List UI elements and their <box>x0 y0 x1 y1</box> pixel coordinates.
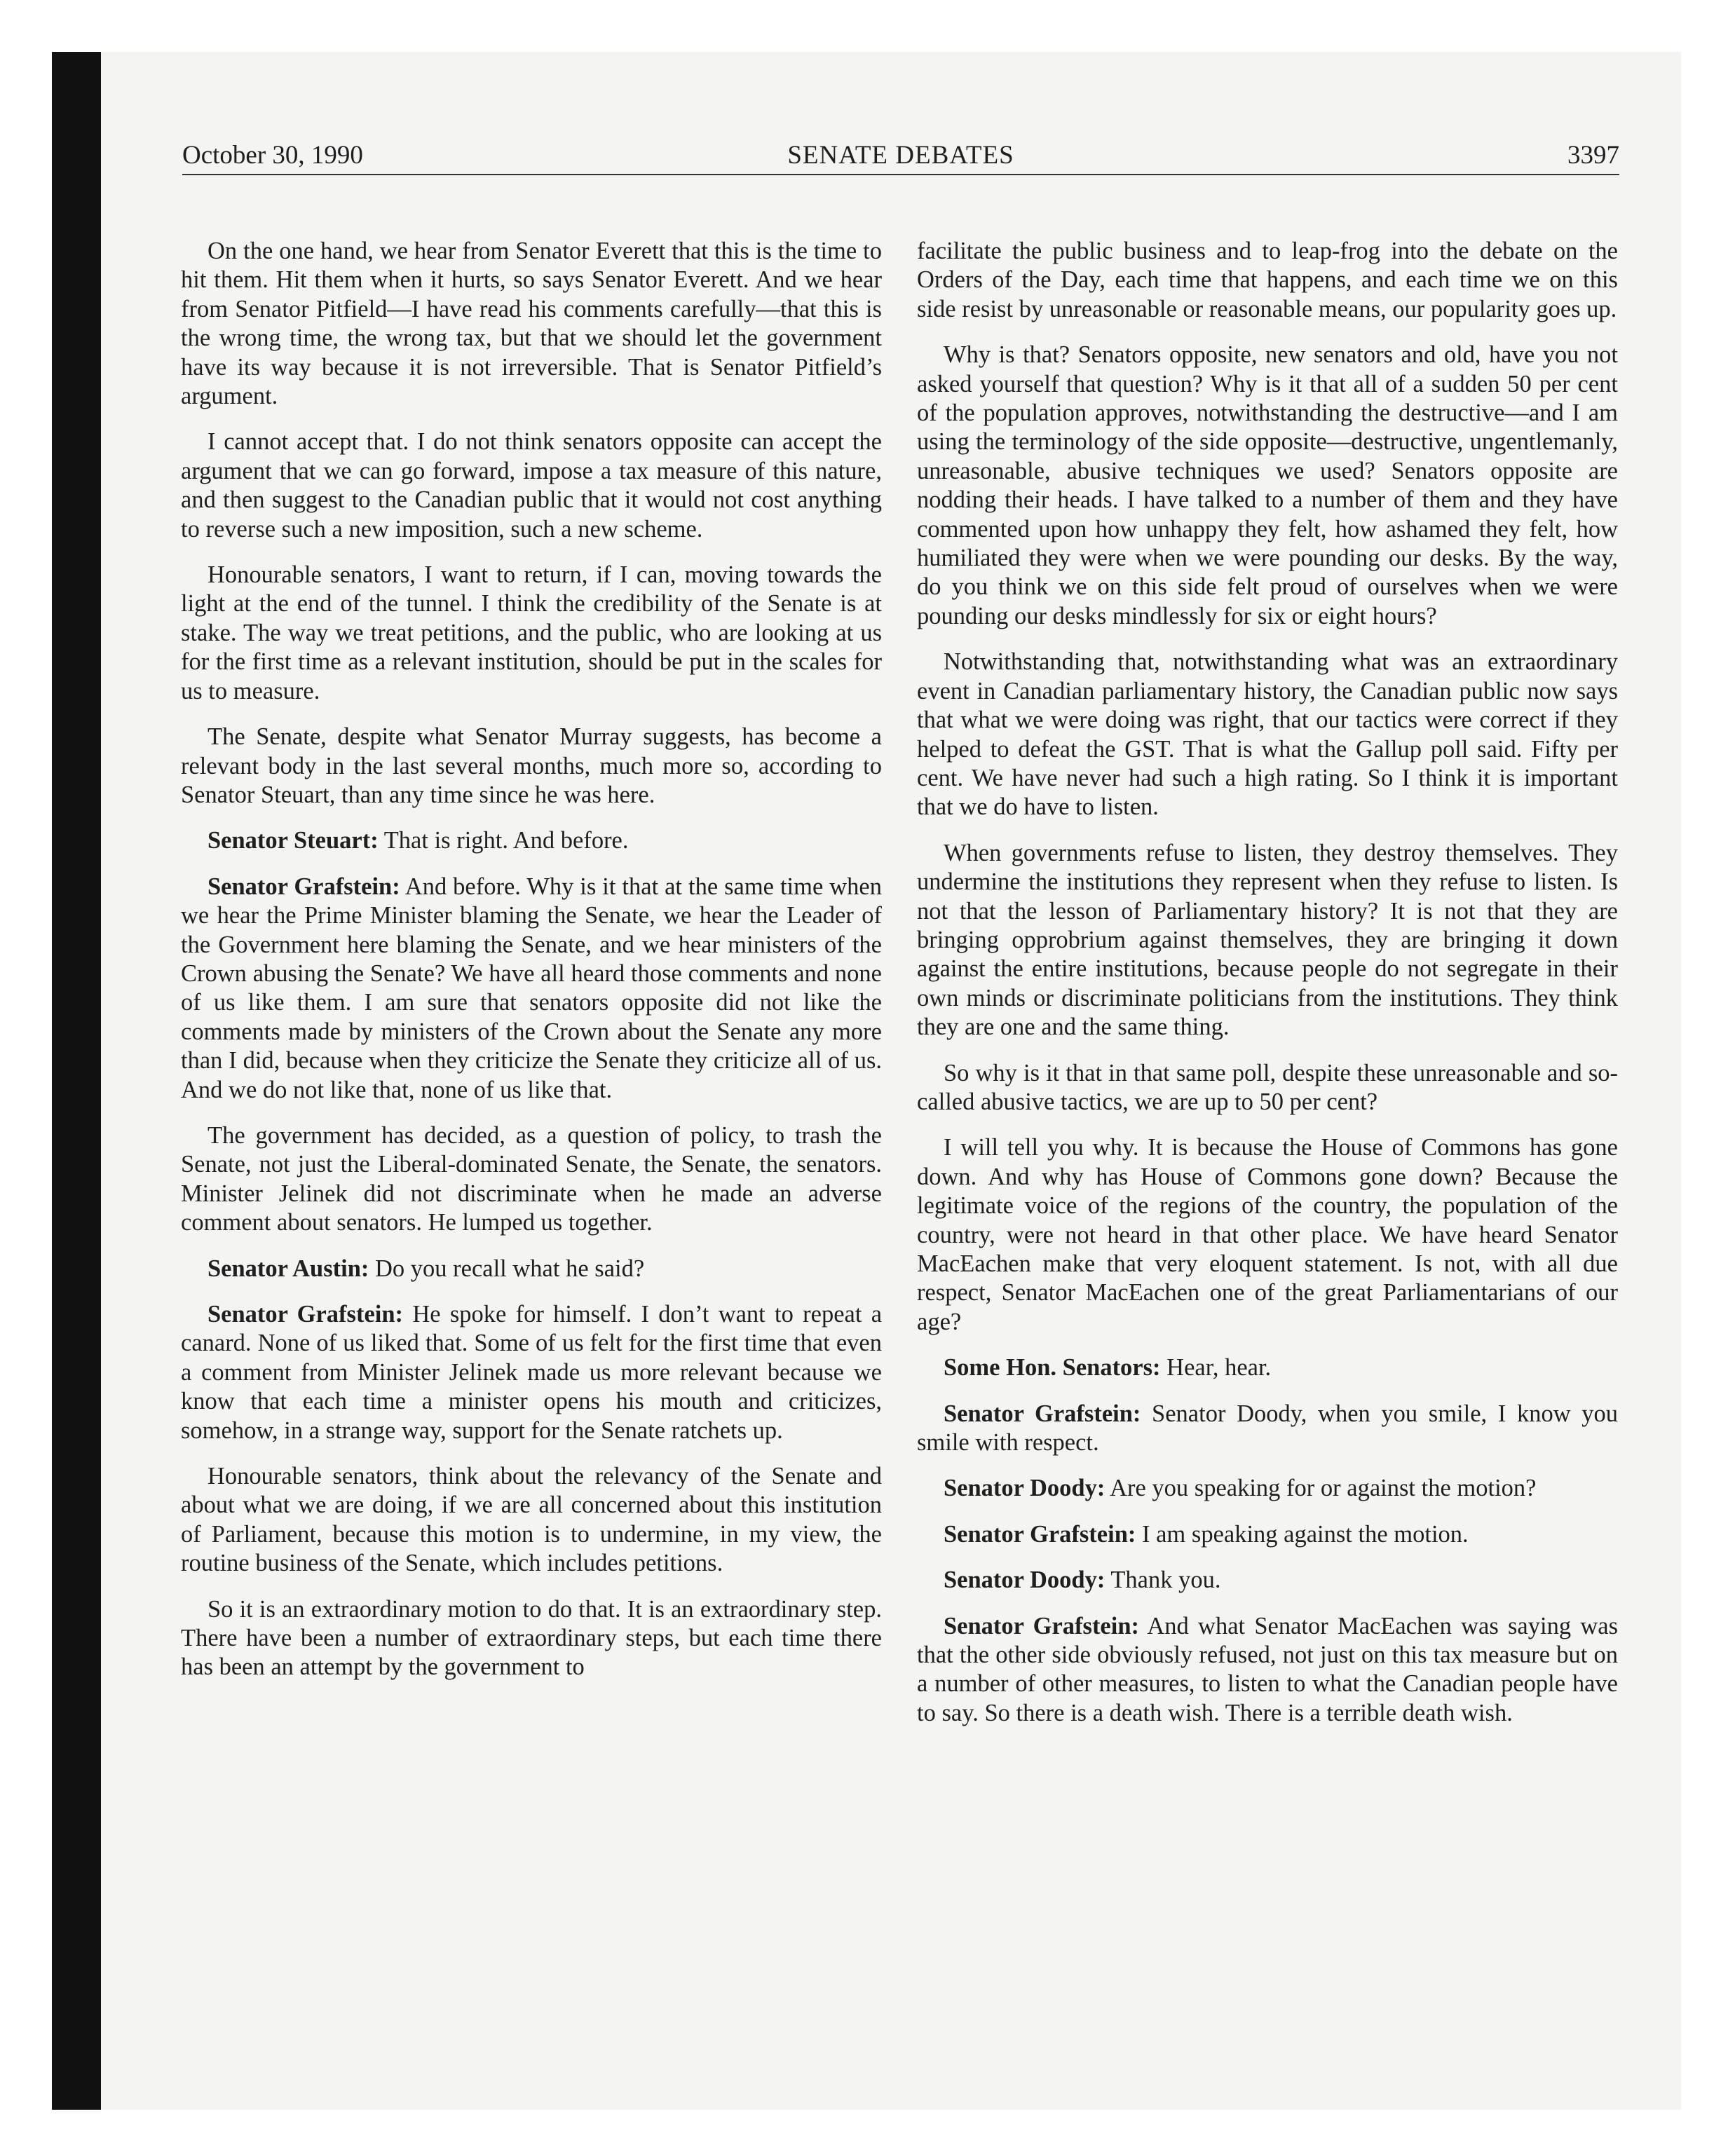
paragraph-text: Hear, hear. <box>1166 1354 1272 1381</box>
speaker-name: Senator Grafstein: <box>207 1301 404 1328</box>
paragraph-text: Do you recall what he said? <box>375 1255 645 1282</box>
paragraph <box>181 561 882 706</box>
page-header <box>182 137 1619 175</box>
right-column <box>917 237 1618 1745</box>
paragraph-text: Senator Doody, when you smile, I know you smile with respect. <box>917 1400 1619 1456</box>
speaker-name: Senator Grafstein: <box>944 1400 1141 1427</box>
paragraph <box>917 1059 1618 1117</box>
paragraph-text: Notwithstanding that, notwithstanding what was an extraordinary event in Canadian parliamentary history, the Canadian public now says that what we were doing was right, that our tactics were correct if they helped to defeat the GST. That is what the Gallup poll said. Fifty per cent. We have never had such a high rating. So I think it is important that we do have to listen. <box>917 648 1618 821</box>
paragraph-text: When governments refuse to listen, they destroy themselves. They undermine the institutions they represent when they refuse to listen. Is not that the lesson of Parliamentary history? It is not that they are bringing opprobrium against themselves, they are bringing it down against the entire institutions, because people do not segregate in their own minds or discriminate politicians from the institutions. They think they are one and the same thing. <box>917 839 1618 1041</box>
paragraph <box>917 237 1618 324</box>
paragraph <box>917 341 1618 631</box>
paragraph-text: I will tell you why. It is because the House of Commons has gone down. And why has House of Commons gone down? Because the legitimate voice of the regions of the country, the population of the country, were not heard in that other place. We have heard Senator MacEachen make that very eloquent statement. Is not, with all due respect, Senator MacEachen one of the great Parliamentarians of our age? <box>917 1134 1618 1335</box>
paragraph <box>181 873 882 1105</box>
paragraph <box>181 1255 882 1283</box>
paragraph-text: He spoke for himself. I don’t want to repeat a canard. None of us liked that. Some of us felt for the first time that even a comment from Minister Jelinek made us more relevant because we know that each time a minister opens his mouth and criticizes, somehow, in a strange way, support for the Senate ratchets up. <box>181 1301 883 1444</box>
header-title: SENATE DEBATES <box>787 141 1014 170</box>
left-column <box>181 237 882 1699</box>
speaker-name: Some Hon. Senators: <box>944 1354 1161 1381</box>
speaker-name: Senator Steuart: <box>207 827 379 854</box>
paragraph-text: I am speaking against the motion. <box>1142 1520 1469 1548</box>
paragraph-text: And before. Why is it that at the same time when we hear the Prime Minister blaming the Senate, we hear the Leader of the Government here blaming the Senate, and we hear ministers of the Crown abusing the Senate? We have all heard those comments and none of us like them. I am sure that senators opposite did not like the comments made by ministers of the Crown about the Senate any more than I did, because when they criticize the Senate they criticize all of us. And we do not like that, none of us like that. <box>181 873 882 1103</box>
scan-border <box>52 52 101 2110</box>
paragraph <box>917 648 1618 821</box>
paragraph <box>181 237 882 411</box>
paragraph <box>917 1353 1618 1382</box>
paragraph-text: On the one hand, we hear from Senator Everett that this is the time to hit them. Hit them when it hurts, so says Senator Everett. And we hear from Senator Pitfield—I have read his comments carefully—that this is the wrong time, the wrong tax, but that we should let the government have its way because it is not irreversible. That is Senator Pitfield’s argument. <box>181 238 882 410</box>
header-date: October 30, 1990 <box>182 141 363 170</box>
paragraph-text: Thank you. <box>1110 1567 1221 1594</box>
paragraph-text: Honourable senators, think about the relevancy of the Senate and about what we are doing, if we are all concerned about this institution of Parliament, because this motion is to undermine, in my view, the routine business of the Senate, which includes petitions. <box>181 1463 882 1577</box>
paragraph <box>181 1121 882 1238</box>
speaker-name: Senator Doody: <box>944 1567 1105 1594</box>
paragraph <box>917 1400 1618 1458</box>
paragraph <box>181 1300 882 1445</box>
speaker-name: Senator Grafstein: <box>207 873 400 900</box>
paragraph-text: I cannot accept that. I do not think senators opposite can accept the argument that we can go forward, impose a tax measure of this nature, and then suggest to the Canadian public that it would not cost anything to reverse such a new imposition, such a new scheme. <box>181 428 882 543</box>
paragraph-text: Why is that? Senators opposite, new senators and old, have you not asked yourself that question? Why is it that all of a sudden 50 per cent of the population approves, notwithstanding the destructive—and I am using the terminology of the side opposite—destructive, ungentlemanly, unreasonable, abusive techniques we used? Senators opposite are nodding their heads. I have talked to a number of them and they have commented upon how unhappy they felt, how ashamed they felt, how humiliated they were when we were pounding our desks. By the way, do you think we on this side felt proud of ourselves when we were pounding our desks mindlessly for six or eight hours? <box>917 341 1618 629</box>
paragraph-text: Honourable senators, I want to return, if I can, moving towards the light at the end of the tunnel. I think the credibility of the Senate is at stake. The way we treat petitions, and the public, who are looking at us for the first time as a relevant institution, should be put in the scales for us to measure. <box>181 561 882 704</box>
speaker-name: Senator Austin: <box>207 1255 369 1282</box>
paragraph-text: The government has decided, as a question of policy, to trash the Senate, not just the Liberal-dominated Senate, the Senate, the senators. Minister Jelinek did not discriminate when he made an adverse comment about senators. He lumped us together. <box>181 1121 882 1236</box>
paragraph-text: That is right. And before. <box>383 827 629 854</box>
page-number: 3397 <box>1567 141 1619 170</box>
paragraph-text: facilitate the public business and to leap-frog into the debate on the Orders of the Day, each time that happens, and each time we on this side resist by unreasonable or reasonable means, our popularity goes up. <box>917 238 1618 322</box>
paragraph <box>181 826 882 855</box>
paragraph-text: So why is it that in that same poll, despite these unreasonable and so-called abusive tactics, we are up to 50 per cent? <box>917 1059 1618 1115</box>
paragraph <box>917 1520 1618 1549</box>
paragraph <box>917 1474 1618 1503</box>
paragraph-text: So it is an extraordinary motion to do that. It is an extraordinary step. There have been a number of extraordinary steps, but each time there has been an attempt by the government to <box>181 1595 882 1681</box>
paragraph-text: Are you speaking for or against the motion? <box>1110 1475 1537 1502</box>
paragraph <box>917 1566 1618 1595</box>
paragraph <box>181 1462 882 1578</box>
paragraph <box>917 839 1618 1042</box>
speaker-name: Senator Doody: <box>944 1475 1105 1502</box>
paragraph <box>181 1595 882 1682</box>
paragraph <box>917 1612 1618 1728</box>
speaker-name: Senator Grafstein: <box>944 1520 1136 1548</box>
paragraph <box>917 1133 1618 1337</box>
paragraph-text: And what Senator MacEachen was saying was that the other side obviously refused, not just on this tax measure but on a number of other measures, to listen to what the Canadian people have to say. So there is a death wish. There is a terrible death wish. <box>917 1612 1618 1726</box>
paragraph-text: The Senate, despite what Senator Murray suggests, has become a relevant body in the last several months, much more so, according to Senator Steuart, than any time since he was here. <box>181 723 882 808</box>
paragraph <box>181 723 882 810</box>
paragraph <box>181 428 882 544</box>
speaker-name: Senator Grafstein: <box>944 1612 1140 1639</box>
